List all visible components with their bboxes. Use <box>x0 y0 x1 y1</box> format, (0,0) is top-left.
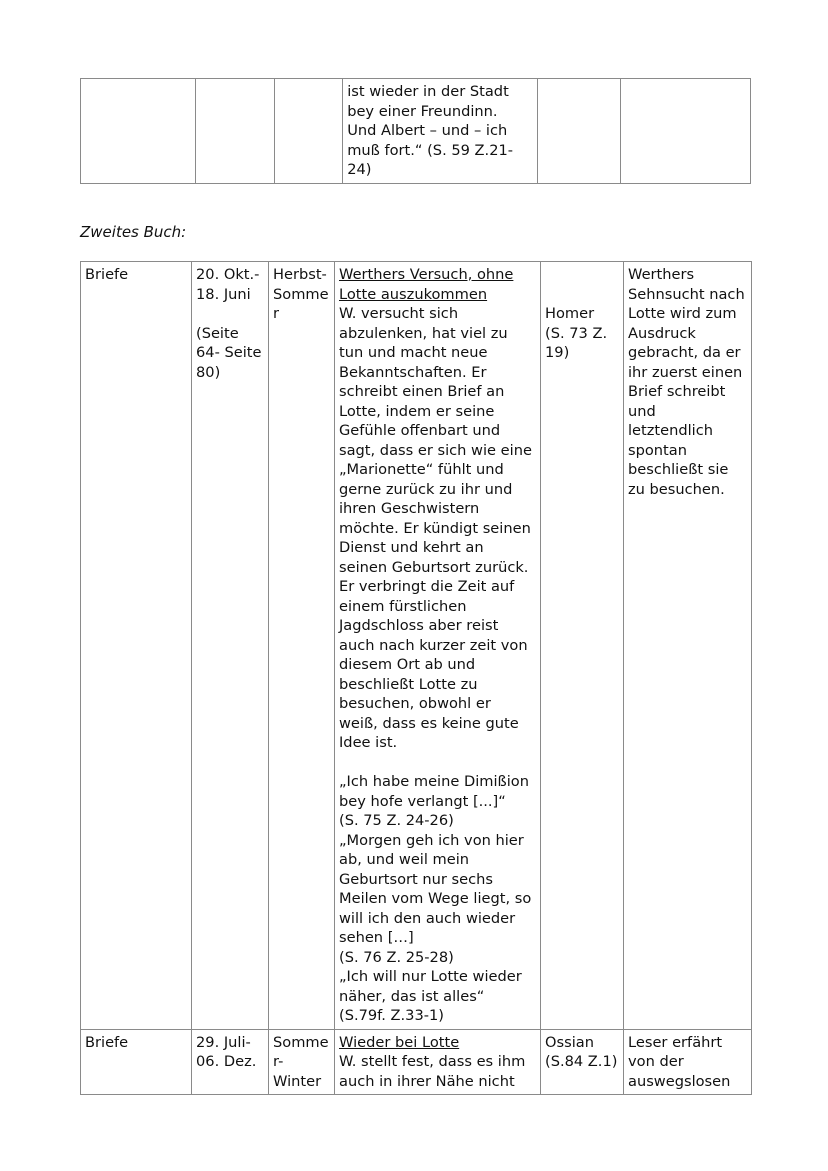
cell-reference: Ossian (S.84 Z.1) <box>541 1029 624 1095</box>
cell-dates <box>192 262 269 1030</box>
content-summary: W. stellt fest, dass es ihm auch in ihrer Nähe nicht <box>339 1053 526 1090</box>
section-heading: Zweites Buch: <box>80 223 187 241</box>
cell-season <box>275 79 343 184</box>
table-row <box>81 262 752 1030</box>
content-title: Wieder bei Lotte <box>339 1033 460 1051</box>
cell-dates <box>195 79 274 184</box>
table-continued <box>80 78 751 184</box>
content-summary: W. versucht sich abzulenken, hat viel zu tun und macht neue Bekanntschaften. Er schreibt einen Brief an Lotte, indem er seine Gefühle offenbart und sagt, dass er sich wie eine „Marionette“ fühlt und gerne zurück zu ihr und ihren Geschwistern möchte. Er kündigt seinen Dienst und kehrt an seinen Geburtsort zurück. Er verbringt die Zeit auf einem fürstlichen Jagdschloss aber reist auch nach kurzer zeit von diesem Ort ab und beschließt Lotte zu besuchen, obwohl er weiß, dass es keine gute Idee ist. <box>339 305 532 751</box>
cell-season: Herbst- Somme r <box>269 262 335 1030</box>
content-quotes: „Ich habe meine Dimißion bey hofe verlangt [...]“ (S. 75 Z. 24-26) „Morgen geh ich von hier ab, und weil mein Geburtsort nur sechs Meilen vom Wege liegt, so will ich den auch wieder sehen […] (S. 76 Z. 25-28) „Ich will nur Lotte wieder näher, das ist alles“ (S.79f. Z.33-1) <box>339 773 532 1024</box>
cell-comment: Werthers Sehnsucht nach Lotte wird zum Ausdruck gebracht, da er ihr zuerst einen Brief schreibt und letztendlich spontan beschließt sie zu besuchen. <box>624 262 752 1030</box>
cell-dates: 29. Juli- 06. Dez. <box>192 1029 269 1095</box>
content-title: Werthers Versuch, ohne Lotte auszukommen <box>339 266 514 303</box>
cell-reference <box>538 79 621 184</box>
cell-content <box>335 262 541 1030</box>
cell-content: ist wieder in der Stadt bey einer Freundinn. Und Albert – und – ich muß fort.“ (S. 59 Z.21- 24) <box>343 79 538 184</box>
cell-reference: Homer (S. 73 Z. 19) <box>541 262 624 1030</box>
cell-comment <box>620 79 750 184</box>
dates-text: 20. Okt.- 18. Juni <box>196 266 260 303</box>
cell-type: Briefe <box>81 262 192 1030</box>
table-row <box>81 79 751 184</box>
table-row <box>81 1029 752 1095</box>
pages-text: (Seite 64- Seite 80) <box>196 324 262 381</box>
cell-type <box>81 79 196 184</box>
cell-content <box>335 1029 541 1095</box>
cell-type: Briefe <box>81 1029 192 1095</box>
table-book-two <box>80 261 752 1095</box>
cell-season: Somme r- Winter <box>269 1029 335 1095</box>
cell-comment: Leser erfährt von der auswegslosen <box>624 1029 752 1095</box>
